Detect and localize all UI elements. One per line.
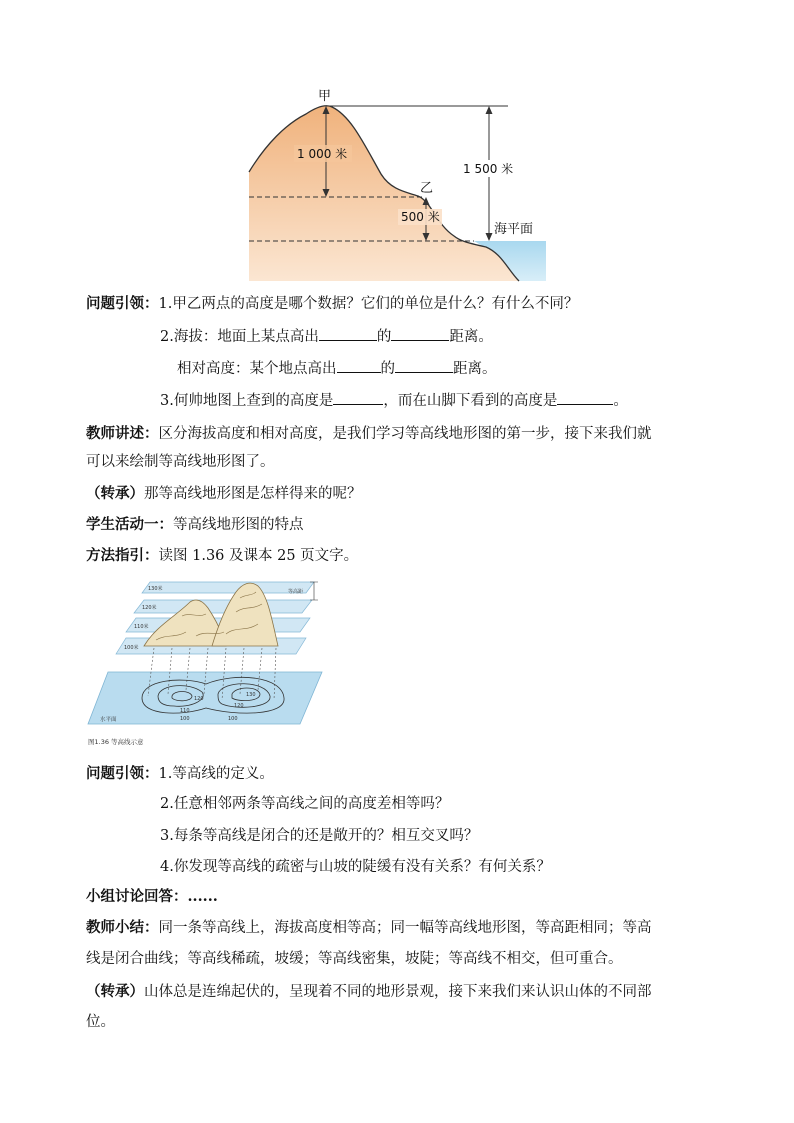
figure-caption: 图1.36 等高线示意 — [88, 738, 144, 746]
transition-1: （转承）那等高线地形图是怎样得来的呢？ — [86, 485, 362, 502]
answer-blank[interactable] — [337, 358, 381, 373]
level-110-label: 110米 — [134, 624, 149, 630]
water-plane-label: 水平面 — [100, 717, 117, 723]
question-1: 1.甲乙两点的高度是哪个数据？它们的单位是什么？有什么不同？ — [158, 296, 579, 312]
height-1500-label: 1 500 米 — [463, 162, 514, 176]
teacher-summary-cont: 线是闭合曲线；等高线稀疏，坡缓；等高线密集，坡陡；等高线不相交，但可重合。 — [86, 951, 623, 967]
svg-text:130: 130 — [246, 692, 256, 698]
question-3: 3.何帅地图上查到的高度是 ，而在山脚下看到的高度是 。 — [160, 390, 628, 411]
plane-120 — [134, 600, 312, 613]
sea-level-label: 海平面 — [494, 222, 534, 237]
svg-text:120: 120 — [234, 703, 244, 709]
mountain-shape — [249, 106, 519, 281]
teacher-explanation-cont: 可以来绘制等高线地形图了。 — [86, 454, 275, 470]
level-130-label: 130米 — [148, 586, 163, 592]
height-500-label: 500 米 — [401, 210, 440, 224]
question-lead-1 — [86, 294, 578, 314]
answer-blank[interactable] — [557, 390, 613, 405]
question-lead-2-q4: 4.你发现等高线的疏密与山坡的陡缓有没有关系？有何关系？ — [160, 859, 551, 875]
svg-text:120: 120 — [194, 696, 204, 702]
svg-text:100: 100 — [180, 716, 190, 722]
transition-2: （转承）山体总是连绵起伏的，呈现着不同的地形景观，接下来我们来认识山体的不同部 — [86, 983, 652, 1000]
teacher-explanation: 教师讲述：区分海拔高度和相对高度，是我们学习等高线地形图的第一步，接下来我们就 — [86, 425, 652, 442]
answer-blank[interactable] — [395, 358, 453, 373]
group-discussion: 小组讨论回答：...... — [86, 888, 218, 905]
question-lead-2-q3: 3.每条等高线是闭合的还是敞开的？相互交叉吗？ — [160, 828, 479, 844]
water-plane — [88, 672, 322, 724]
answer-blank[interactable] — [319, 326, 377, 341]
height-1000-label: 1 000 米 — [297, 147, 348, 161]
question-lead-heading: 问题引领： — [86, 295, 159, 312]
question-lead-2: 问题引领：1.等高线的定义。 — [86, 765, 274, 782]
level-100-label: 100米 — [124, 645, 139, 651]
point-jia-label: 甲 — [318, 89, 332, 104]
svg-text:110: 110 — [180, 708, 190, 714]
answer-blank[interactable] — [391, 326, 449, 341]
method-guide: 方法指引：读图 1.36 及课本 25 页文字。 — [86, 547, 359, 564]
question-lead-2-q2: 2.任意相邻两条等高线之间的高度差相等吗？ — [160, 796, 450, 812]
contour-illustration-figure — [86, 576, 326, 748]
point-yi-label: 乙 — [420, 181, 434, 196]
transition-2-cont: 位。 — [86, 1014, 115, 1030]
answer-blank[interactable] — [333, 390, 383, 405]
altitude-cross-section-figure — [246, 84, 546, 284]
student-activity-1: 学生活动一：等高线地形图的特点 — [86, 516, 304, 533]
teacher-summary: 教师小结：同一条等高线上，海拔高度相等高；同一幅等高线地形图，等高距相同；等高 — [86, 919, 652, 936]
svg-text:100: 100 — [228, 716, 238, 722]
question-2-altitude: 2.海拔：地面上某点高出 的 距离。 — [160, 326, 493, 347]
level-120-label: 120米 — [142, 605, 157, 611]
contour-interval-label: 等高距 — [288, 589, 304, 595]
question-2-relative-height: 相对高度：某个地点高出 的 距离。 — [177, 358, 497, 379]
